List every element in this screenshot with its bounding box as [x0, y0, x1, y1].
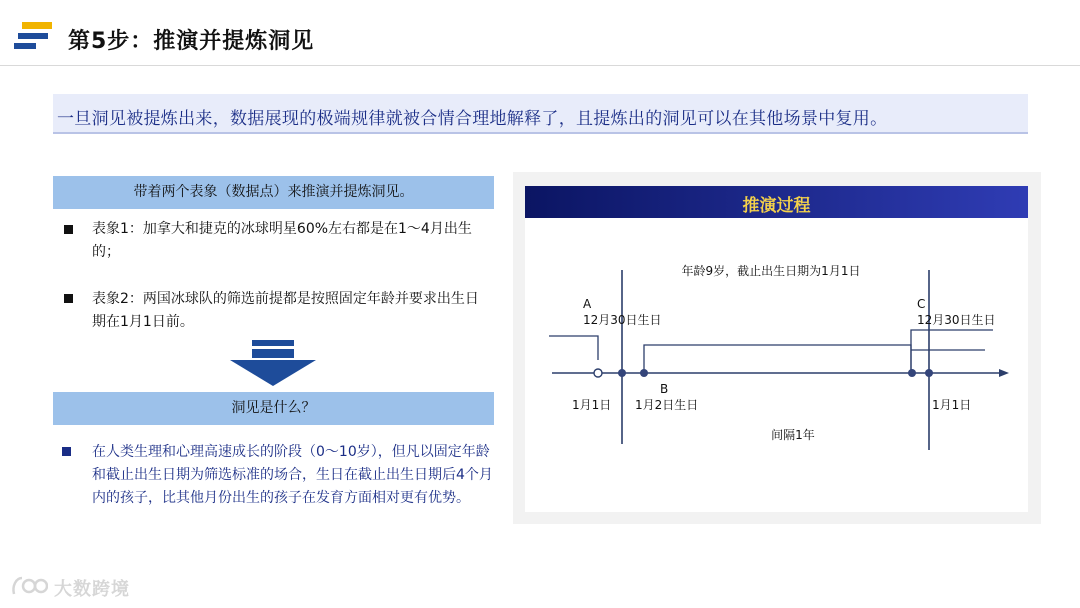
- birthday-c-bracket: [911, 330, 993, 372]
- timeline-diagram: [525, 186, 1028, 512]
- insight-text: 在人类生理和心理高速成长的阶段（0～10岁），但凡以固定年龄和截止出生日期为筛选标准的场合，生日在截止出生日期后4个月内的孩子，比其他月份出生的孩子在发育方面相对更有优势。: [92, 444, 493, 506]
- label-b-date: 1月2日生日: [635, 398, 699, 412]
- timeline-arrowhead-icon: [999, 369, 1009, 377]
- birthday-a-bracket: [549, 336, 598, 360]
- point-c-marker: [908, 369, 916, 377]
- observation-item-2: 表象2：两国冰球队的筛选前提都是按照固定年龄并要求出生日期在1月1日前。: [92, 291, 479, 330]
- label-right-cutoff: 1月1日: [932, 398, 972, 412]
- down-arrow-icon: [230, 340, 316, 386]
- deduction-panel: [513, 172, 1041, 524]
- brand-logo-icon: [14, 22, 54, 54]
- point-b-marker: [640, 369, 648, 377]
- bullet-square-icon: [62, 447, 71, 456]
- summary-banner-text: 一旦洞见被提炼出来，数据展现的极端规律就被合情合理地解释了，且提炼出的洞见可以在其他场景中复用。: [57, 109, 888, 129]
- label-c: C: [917, 297, 926, 311]
- deduction-diagram-card: [525, 186, 1028, 512]
- label-left-cutoff: 1月1日: [572, 398, 612, 412]
- label-a: A: [583, 297, 592, 311]
- label-a-date: 12月30日生日: [583, 313, 662, 327]
- bullet-square-icon: [64, 294, 73, 303]
- observation-item-1: 表象1：加拿大和捷克的冰球明星60%左右都是在1～4月出生的；: [92, 221, 472, 260]
- diagram-caption: 年龄9岁，截止出生日期为1月1日: [681, 264, 861, 278]
- left-cutoff-marker: [618, 369, 626, 377]
- label-b: B: [660, 382, 669, 396]
- right-cutoff-marker: [925, 369, 933, 377]
- watermark-logo-icon: [10, 574, 48, 598]
- point-a-marker: [594, 369, 602, 377]
- birthday-b-bracket: [644, 345, 911, 372]
- watermark: [10, 572, 150, 602]
- section-title-insight: 洞见是什么？: [53, 392, 494, 425]
- page-title: 第5步：推演并提炼洞见: [68, 29, 315, 54]
- label-c-date: 12月30日生日: [917, 313, 996, 327]
- section-title-observations: 带着两个表象（数据点）来推演并提炼洞见。: [53, 176, 494, 209]
- label-interval: 间隔1年: [771, 428, 815, 442]
- watermark-text: 大数跨境: [54, 579, 130, 600]
- summary-banner: [53, 94, 1028, 134]
- slide-header: [0, 0, 1080, 66]
- bullet-square-icon: [64, 225, 73, 234]
- diagram-title: 推演过程: [742, 196, 811, 216]
